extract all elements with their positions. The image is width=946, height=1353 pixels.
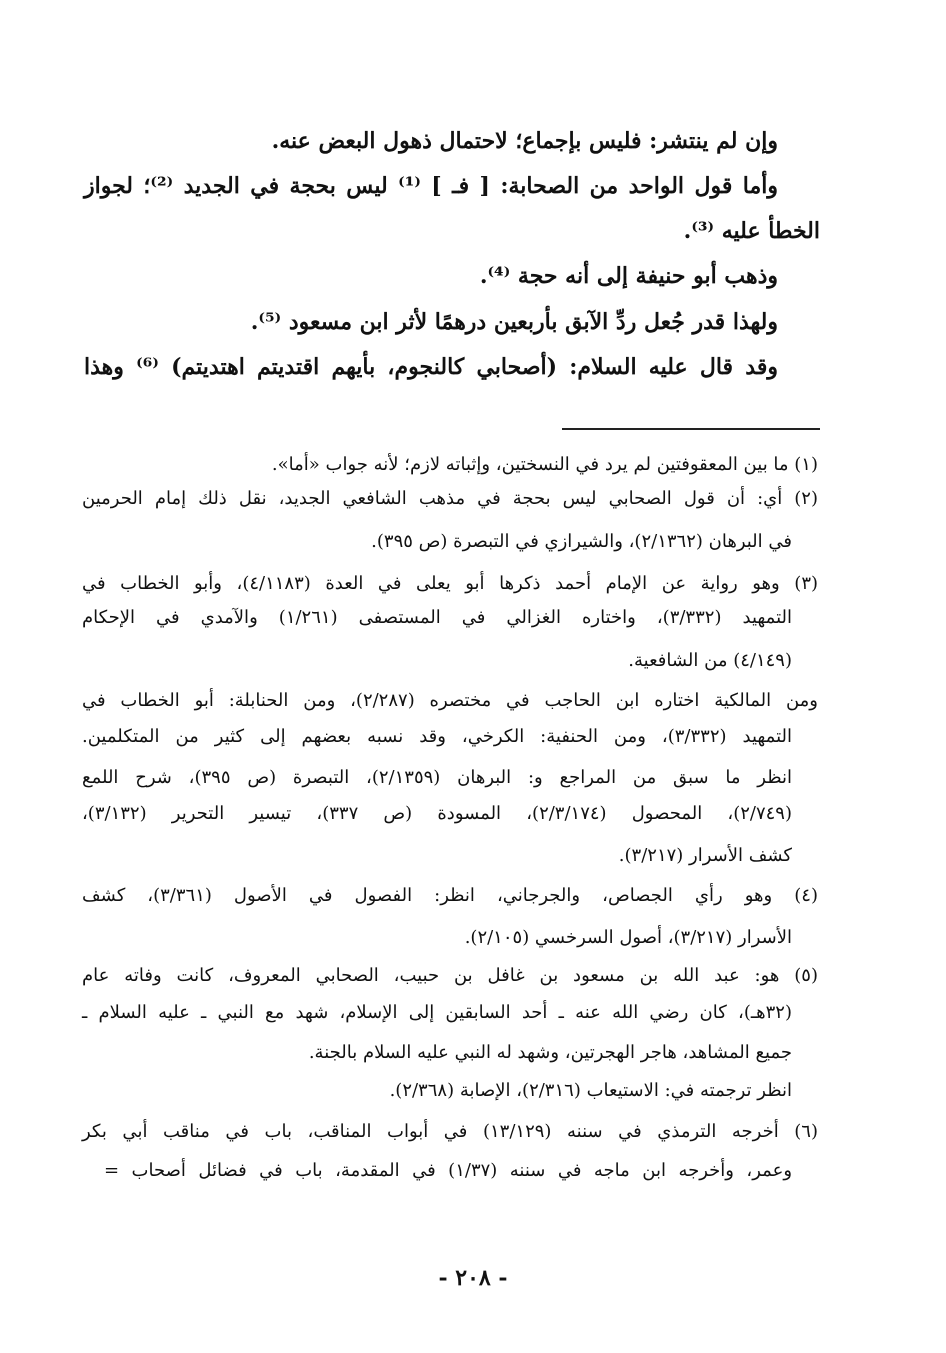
footnote-line-8: التمهيد (٣/٣٣٢)، ومن الحنفية: الكرخي، وقد نسبه بعضهم إلى كثير من المتكلمين. xyxy=(82,726,793,747)
main-text-line-2: وأما قول الواحد من الصحابة: [ فـ ] ⁽¹⁾ ليس بحجة في الجديد ⁽²⁾؛ لجواز xyxy=(84,173,778,199)
footnote-line-3: في البرهان (٢/١٣٦٢)، والشيرازي في التبصرة (ص ٣٩٥). xyxy=(371,531,792,552)
footnote-line-7: ومن المالكية اختاره ابن الحاجب في مختصره (٢/٢٨٧)، ومن الحنابلة: أبو الخطاب في xyxy=(82,690,818,711)
footnote-line-13: الأسرار (٣/٢١٧)، أصول السرخسي (٢/١٠٥). xyxy=(464,927,792,948)
footnote-line-19: وعمر، وأخرجه ابن ماجه في سننه (١/٣٧) في المقدمة، باب في فضائل أصحاب = xyxy=(104,1160,793,1181)
footnote-line-17: انظر ترجمته في: الاستيعاب (٢/٣١٦)، الإصابة (٢/٣٦٨). xyxy=(389,1080,792,1101)
page-number: - ٢٠٨ - xyxy=(438,1265,508,1291)
footnote-line-1: (١) ما بين المعقوفتين لم يرد في النسختين، وإثباته لازم؛ لأنه جواب «أما». xyxy=(271,454,818,475)
main-text-line-3: الخطأ عليه ⁽³⁾. xyxy=(683,218,820,244)
footnote-line-18: (٦) أخرجه الترمذي في سننه (١٣/١٢٩) في أبواب المناقب، باب في مناقب أبي بكر xyxy=(82,1121,818,1142)
footnote-line-2: (٢) أي: أن قول الصحابي ليس بحجة في مذهب الشافعي الجديد، نقل ذلك إمام الحرمين xyxy=(82,488,818,509)
footnote-line-16: جميع المشاهد، هاجر الهجرتين، وشهد له النبي عليه السلام بالجنة. xyxy=(308,1042,792,1063)
footnote-line-15: (٣٢هـ)، كان رضي الله عنه ـ أحد السابقين إلى الإسلام، شهد مع النبي ـ عليه السلام ـ xyxy=(82,1002,792,1023)
footnote-line-10: (٢/٧٤٩)، المحصول (٢/٣/١٧٤)، المسودة (ص ٣٣٧)، تيسير التحرير (٣/١٣٢)، xyxy=(82,803,792,824)
footnote-line-12: (٤) وهو رأي الجصاص، والجرجاني، انظر: الفصول في الأصول (٣/٣٦١)، كشف xyxy=(82,885,818,906)
footnote-separator xyxy=(562,428,820,430)
main-text-line-6: وقد قال عليه السلام: (أصحابي كالنجوم، بأيهم اقتديتم اهتديتم) ⁽⁶⁾ وهذا xyxy=(84,354,778,380)
main-text-line-4: وذهب أبو حنيفة إلى أنه حجة ⁽⁴⁾. xyxy=(479,263,778,289)
main-text-line-5: ولهذا قدر جُعل ردِّ الآبق بأربعين درهمًا لأثر ابن مسعود ⁽⁵⁾. xyxy=(250,309,778,335)
footnote-line-9: انظر ما سبق من المراجع و: البرهان (٢/١٣٥٩)، التبصرة (ص ٣٩٥)، شرح اللمع xyxy=(82,767,792,788)
footnote-line-11: كشف الأسرار (٣/٢١٧). xyxy=(618,845,792,866)
main-text-line-1: وإن لم ينتشر: فليس بإجماع؛ لاحتمال ذهول البعض عنه. xyxy=(271,128,778,154)
footnote-line-5: التمهيد (٣/٣٣٢)، واختاره الغزالي في المستصفى (١/٢٦١) والآمدي في الإحكام xyxy=(82,607,792,628)
footnote-line-4: (٣) وهو رواية عن الإمام أحمد ذكرها أبو يعلى في العدة (٤/١١٨٣)، وأبو الخطاب في xyxy=(82,573,819,594)
footnote-line-6: (٤/١٤٩) من الشافعية. xyxy=(628,650,792,671)
footnote-line-14: (٥) هو: عبد الله بن مسعود بن غافل بن حبيب، الصحابي المعروف، كانت وفاته عام xyxy=(82,965,818,986)
